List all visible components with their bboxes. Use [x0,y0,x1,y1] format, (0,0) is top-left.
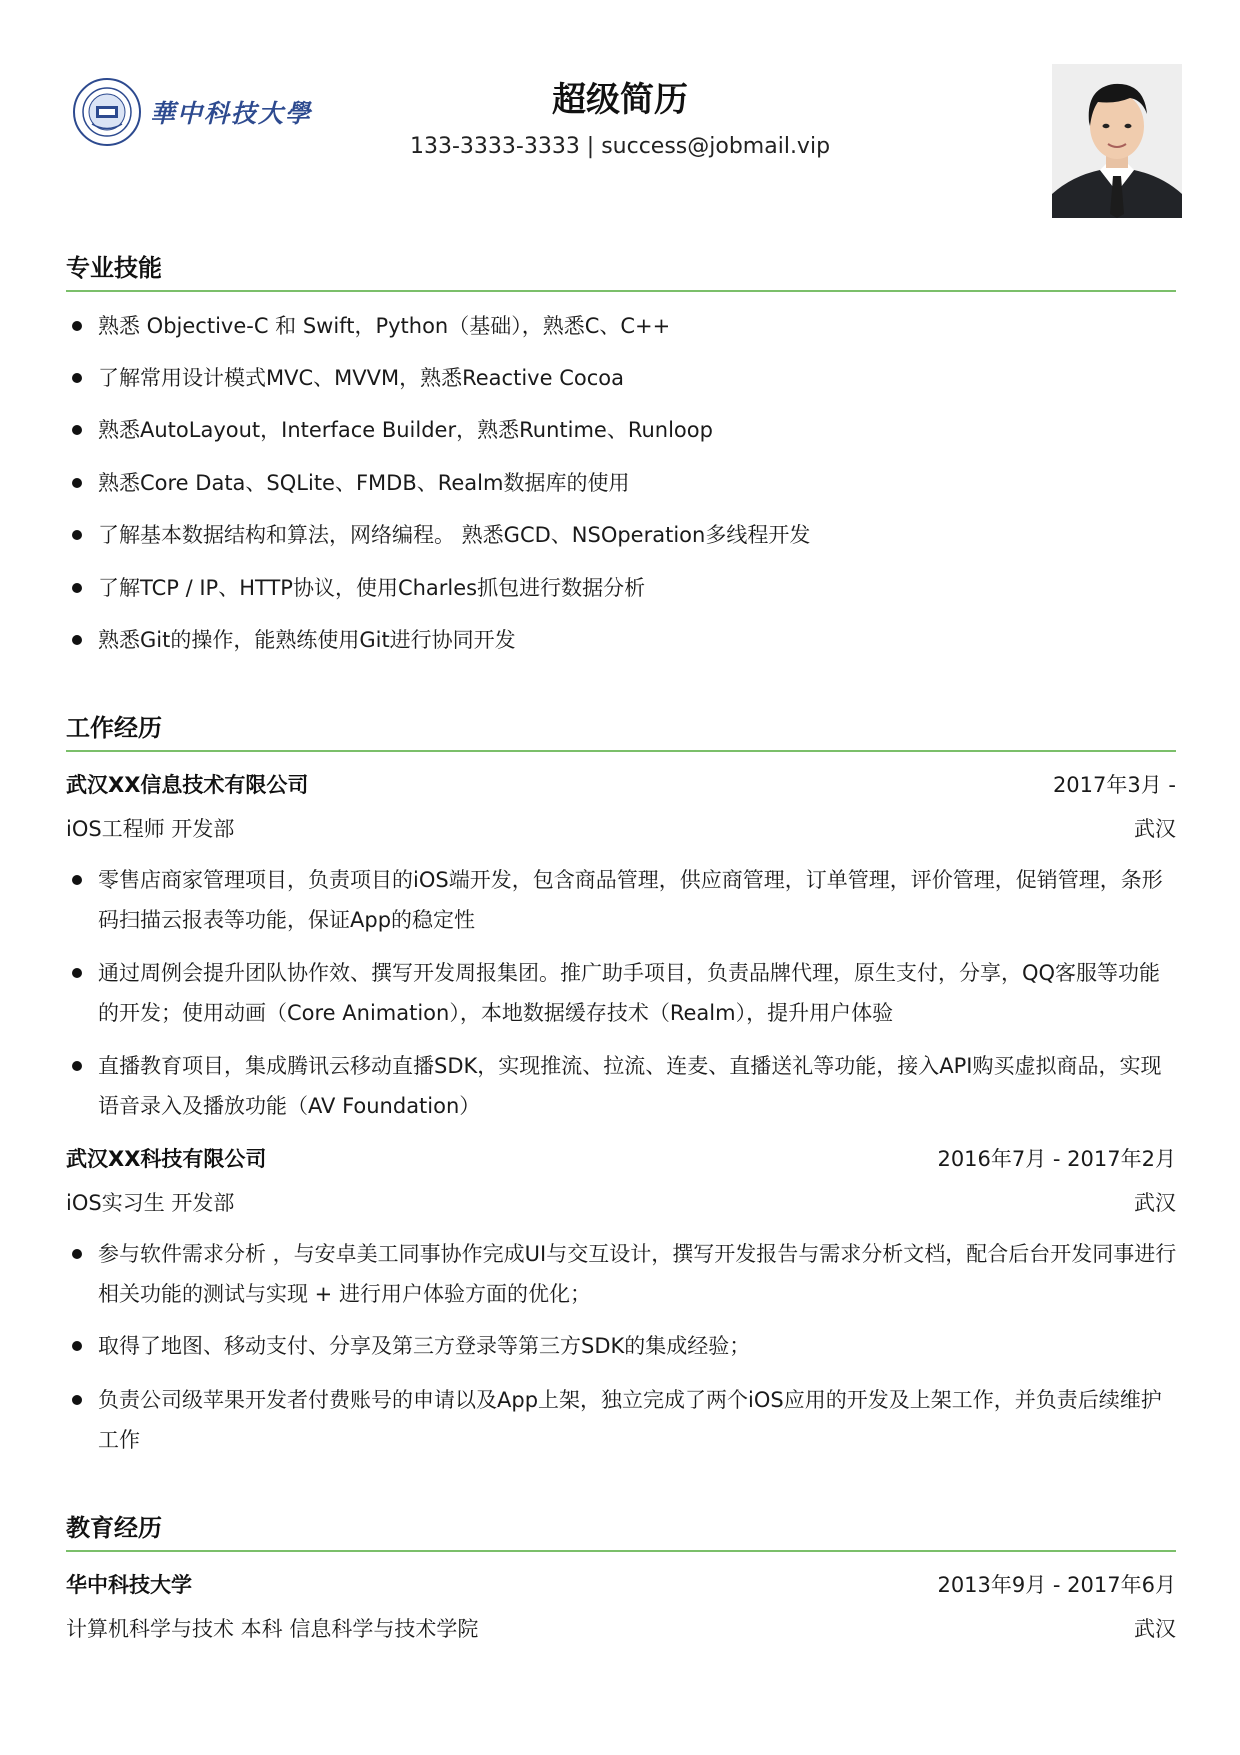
job-period: 2017年3月 - [1052,773,1176,797]
skill-item: 熟悉Git的操作，能熟练使用Git进行协同开发 [70,620,1178,660]
work-divider [66,750,1176,752]
job-period: 2016年7月 - 2017年2月 [937,1147,1176,1171]
job-role: iOS工程师 开发部 [66,817,235,841]
job-subheader [66,812,1176,846]
skill-item: 熟悉 Objective-C 和 Swift，Python（基础），熟悉C、C++ [70,306,1178,346]
bullet-dot-icon [72,478,82,488]
bullet-dot-icon [72,583,82,593]
job-header [66,768,1176,802]
education-detail: 计算机科学与技术 本科 信息科学与技术学院 [66,1617,479,1641]
bullet-dot-icon [72,875,82,885]
bullet-dot-icon [72,968,82,978]
job-location: 武汉 [1134,1191,1176,1215]
job-subheader [66,1186,1176,1220]
bullet-dot-icon [72,373,82,383]
university-logo-text: 華中科技大學 [150,99,313,128]
job-bullet: 取得了地图、移动支付、分享及第三方登录等第三方SDK的集成经验； [70,1326,1178,1366]
bullet-dot-icon [72,1395,82,1405]
job-bullet: 直播教育项目，集成腾讯云移动直播SDK，实现推流、拉流、连麦、直播送礼等功能，接入API购买虚拟商品，实现语音录入及播放功能（AV Foundation） [70,1046,1178,1126]
bullet-dot-icon [72,1341,82,1351]
work-heading: 工作经历 [66,714,162,742]
job-bullet: 通过周例会提升团队协作效、撰写开发周报集团。推广助手项目，负责品牌代理，原生支付，分享，QQ客服等功能的开发；使用动画（Core Animation），本地数据缓存技术（Realm），提升用户体验 [70,953,1178,1033]
skill-item: 熟悉AutoLayout，Interface Builder，熟悉Runtime、Runloop [70,410,1178,450]
company-name: 武汉XX信息技术有限公司 [66,773,309,797]
skills-divider [66,290,1176,292]
job-bullet: 零售店商家管理项目，负责项目的iOS端开发，包含商品管理，供应商管理，订单管理，评价管理，促销管理，条形码扫描云报表等功能，保证App的稳定性 [70,860,1178,940]
bullet-dot-icon [72,321,82,331]
job-role: iOS实习生 开发部 [66,1191,235,1215]
bullet-dot-icon [72,635,82,645]
skills-heading: 专业技能 [66,254,162,282]
bullet-dot-icon [72,530,82,540]
bullet-dot-icon [72,1061,82,1071]
contact-info: 133-3333-3333 | success@jobmail.vip [409,134,831,159]
skill-item: 了解TCP / IP、HTTP协议，使用Charles抓包进行数据分析 [70,568,1178,608]
skill-item: 了解常用设计模式MVC、MVVM，熟悉Reactive Cocoa [70,358,1178,398]
job-bullet: 负责公司级苹果开发者付费账号的申请以及App上架，独立完成了两个iOS应用的开发及上架工作，并负责后续维护工作 [70,1380,1178,1460]
job-header [66,1142,1176,1176]
skill-item: 了解基本数据结构和算法，网络编程。 熟悉GCD、NSOperation多线程开发 [70,515,1178,555]
skill-item: 熟悉Core Data、SQLite、FMDB、Realm数据库的使用 [70,463,1178,503]
education-subheader [66,1612,1176,1646]
company-name: 武汉XX科技有限公司 [66,1147,267,1171]
education-header [66,1568,1176,1602]
job-location: 武汉 [1134,817,1176,841]
bullet-dot-icon [72,425,82,435]
education-heading: 教育经历 [66,1514,162,1542]
bullet-dot-icon [72,1249,82,1259]
education-period: 2013年9月 - 2017年6月 [937,1573,1176,1597]
education-location: 武汉 [1134,1617,1176,1641]
job-bullet: 参与软件需求分析 ，与安卓美工同事协作完成UI与交互设计，撰写开发报告与需求分析文档，配合后台开发同事进行相关功能的测试与实现 + 进行用户体验方面的优化； [70,1234,1178,1314]
person-portrait-icon [1052,64,1182,218]
school-name: 华中科技大学 [66,1573,192,1597]
education-divider [66,1550,1176,1552]
resume-title: 超级简历 [552,80,688,120]
profile-photo [1052,64,1182,218]
